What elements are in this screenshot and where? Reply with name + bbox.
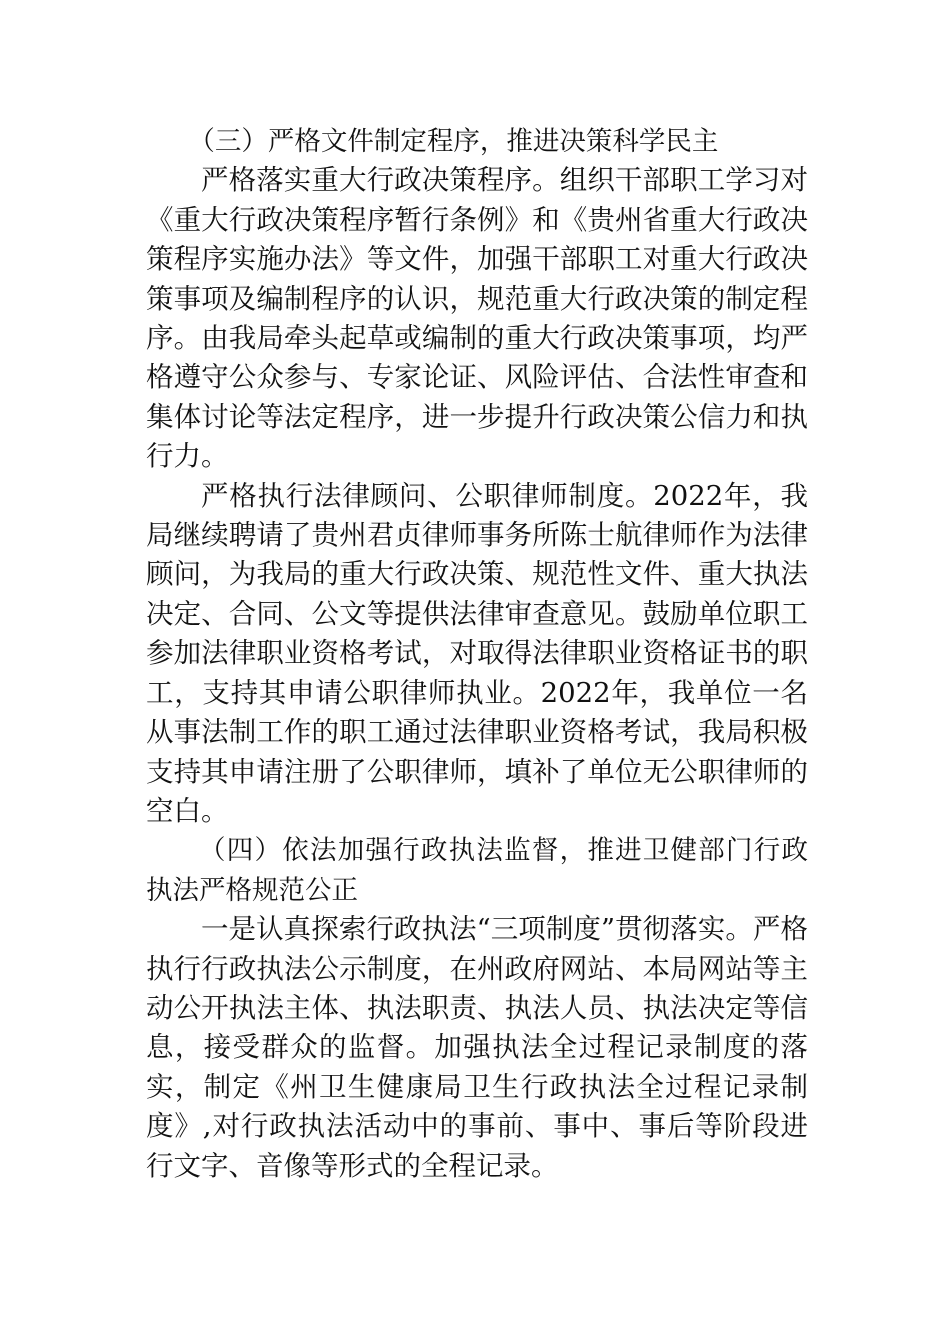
paragraph-three-systems: 一是认真探索行政执法“三项制度”贯彻落实。严格执行行政执法公示制度，在州政府网站、本局网站等主动公开执法主体、执法职责、执法人员、执法决定等信息，接受群众的监督。加强执法全过程记录制度的落实，制定《州卫生健康局卫生行政执法全过程记录制度》,对行政执法活动中的事前、事中、事后等阶段进行文字、音像等形式的全程记录。	[146, 913, 808, 1182]
section-heading-3: （三）严格文件制定程序，推进决策科学民主	[188, 126, 719, 157]
paragraph-decision-procedure: 严格落实重大行政决策程序。组织干部职工学习对《重大行政决策程序暂行条例》和《贵州省重大行政决策程序实施办法》等文件，加强干部职工对重大行政决策事项及编制程序的认识，规范重大行政决策的制定程序。由我局牵头起草或编制的重大行政决策事项，均严格遵守公众参与、专家论证、风险评估、合法性审查和集体讨论等法定程序，进一步提升行政决策公信力和执行力。	[146, 164, 808, 473]
paragraph-legal-counsel: 严格执行法律顾问、公职律师制度。2022年，我局继续聘请了贵州君贞律师事务所陈士航律师作为法律顾问，为我局的重大行政决策、规范性文件、重大执法决定、合同、公文等提供法律审查意见。鼓励单位职工参加法律职业资格考试，对取得法律职业资格证书的职工，支持其申请公职律师执业。2022年，我单位一名从事法制工作的职工通过法律职业资格考试，我局积极支持其申请注册了公职律师，填补了单位无公职律师的空白。	[146, 479, 808, 827]
document-body	[146, 122, 808, 1186]
section-heading-4: （四）依法加强行政执法监督，推进卫健部门行政执法严格规范公正	[146, 835, 808, 906]
